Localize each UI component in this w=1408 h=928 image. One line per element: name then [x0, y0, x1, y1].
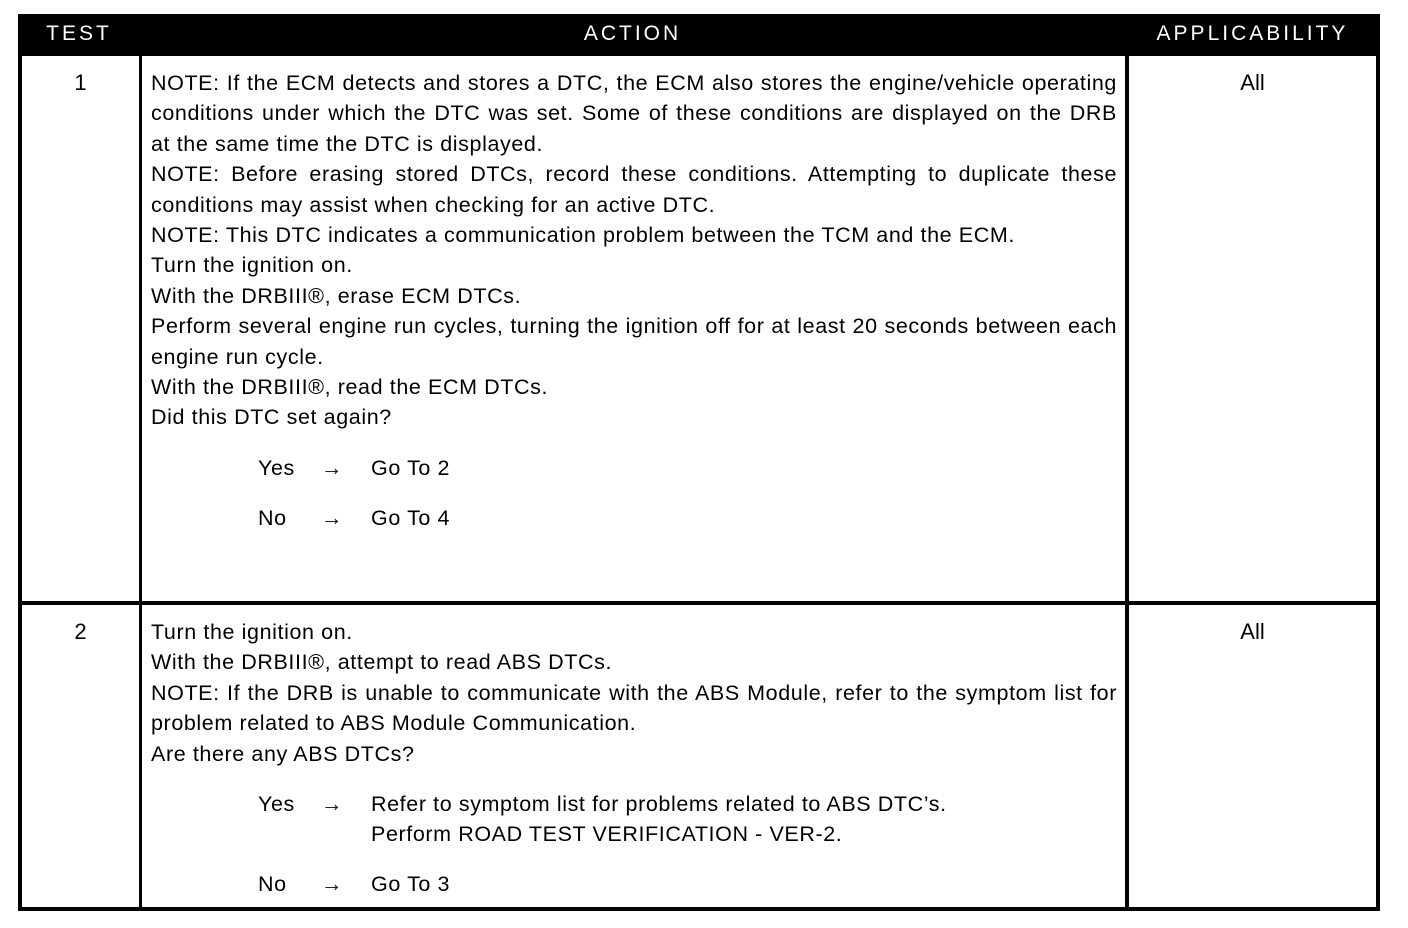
header-action: ACTION: [583, 22, 682, 45]
row-1-line-6: Perform several engine run cycles, turning the ignition off for at least 20 seconds between each engine run cycle.: [151, 314, 1117, 369]
row-2-test-number: 2: [74, 619, 87, 644]
row-1-response-no: [151, 503, 1117, 533]
row-2-applicability-cell: [1129, 605, 1376, 907]
arrow-right-icon: →: [321, 505, 344, 530]
response-result: Go To 3: [371, 872, 451, 897]
row-1-action: [151, 68, 1117, 533]
row-2-line-1: Turn the ignition on.: [151, 620, 353, 644]
response-result: Go To 4: [371, 505, 451, 530]
response-result-line-2: Perform ROAD TEST VERIFICATION - VER-2.: [371, 822, 843, 847]
header-applicability: APPLICABILITY: [1156, 22, 1349, 45]
arrow-right-icon: →: [321, 455, 344, 480]
row-2-line-2: With the DRBIII®, attempt to read ABS DTCs.: [151, 650, 613, 675]
row-2-applicability: All: [1240, 619, 1265, 644]
row-1-applicability: All: [1240, 70, 1265, 95]
header-test: TEST: [46, 22, 112, 45]
response-answer: No: [258, 505, 287, 530]
row-1-line-3: NOTE: This DTC indicates a communication problem between the TCM and the ECM.: [151, 223, 1015, 248]
row-1-line-4: Turn the ignition on.: [151, 253, 353, 278]
response-result: Go To 2: [371, 455, 451, 480]
row-1-line-2: NOTE: Before erasing stored DTCs, record these conditions. Attempting to duplicate these conditions may assist when checking for an active DTC.: [151, 162, 1117, 217]
row-2-action-cell: [142, 605, 1125, 907]
row-2-line-4: Are there any ABS DTCs?: [151, 741, 415, 766]
row-2-line-3: NOTE: If the DRB is unable to communicate with the ABS Module, refer to the symptom list for problem related to ABS Module Communication.: [151, 680, 1117, 736]
row-1-response-yes: [151, 453, 1117, 483]
row-2-test-cell: [22, 605, 139, 907]
diagnostic-table: [18, 14, 1380, 911]
row-1-applicability-cell: [1129, 56, 1376, 601]
row-2-response-yes: [151, 789, 1117, 849]
row-1-line-1: NOTE: If the ECM detects and stores a DTC, the ECM also stores the engine/vehicle operating conditions under which the DTC was set. Some of these conditions are displayed on the DRB at the same time the DTC is displayed.: [151, 71, 1117, 156]
row-1-line-5: With the DRBIII®, erase ECM DTCs.: [151, 283, 522, 308]
row-1-test-number: 1: [74, 70, 87, 95]
row-2-action: [151, 617, 1117, 899]
row-1-action-cell: [142, 56, 1125, 601]
row-1-test-cell: [22, 56, 139, 601]
arrow-right-icon: →: [321, 872, 344, 897]
row-1-line-7: With the DRBIII®, read the ECM DTCs.: [151, 375, 549, 400]
response-answer: No: [258, 872, 287, 897]
row-1-line-8: Did this DTC set again?: [151, 405, 392, 430]
response-answer: Yes: [258, 792, 295, 817]
response-answer: Yes: [258, 455, 295, 480]
row-2-response-no: [151, 869, 1117, 899]
arrow-right-icon: →: [321, 792, 344, 817]
response-result: Refer to symptom list for problems related to ABS DTC’s.: [371, 792, 947, 817]
